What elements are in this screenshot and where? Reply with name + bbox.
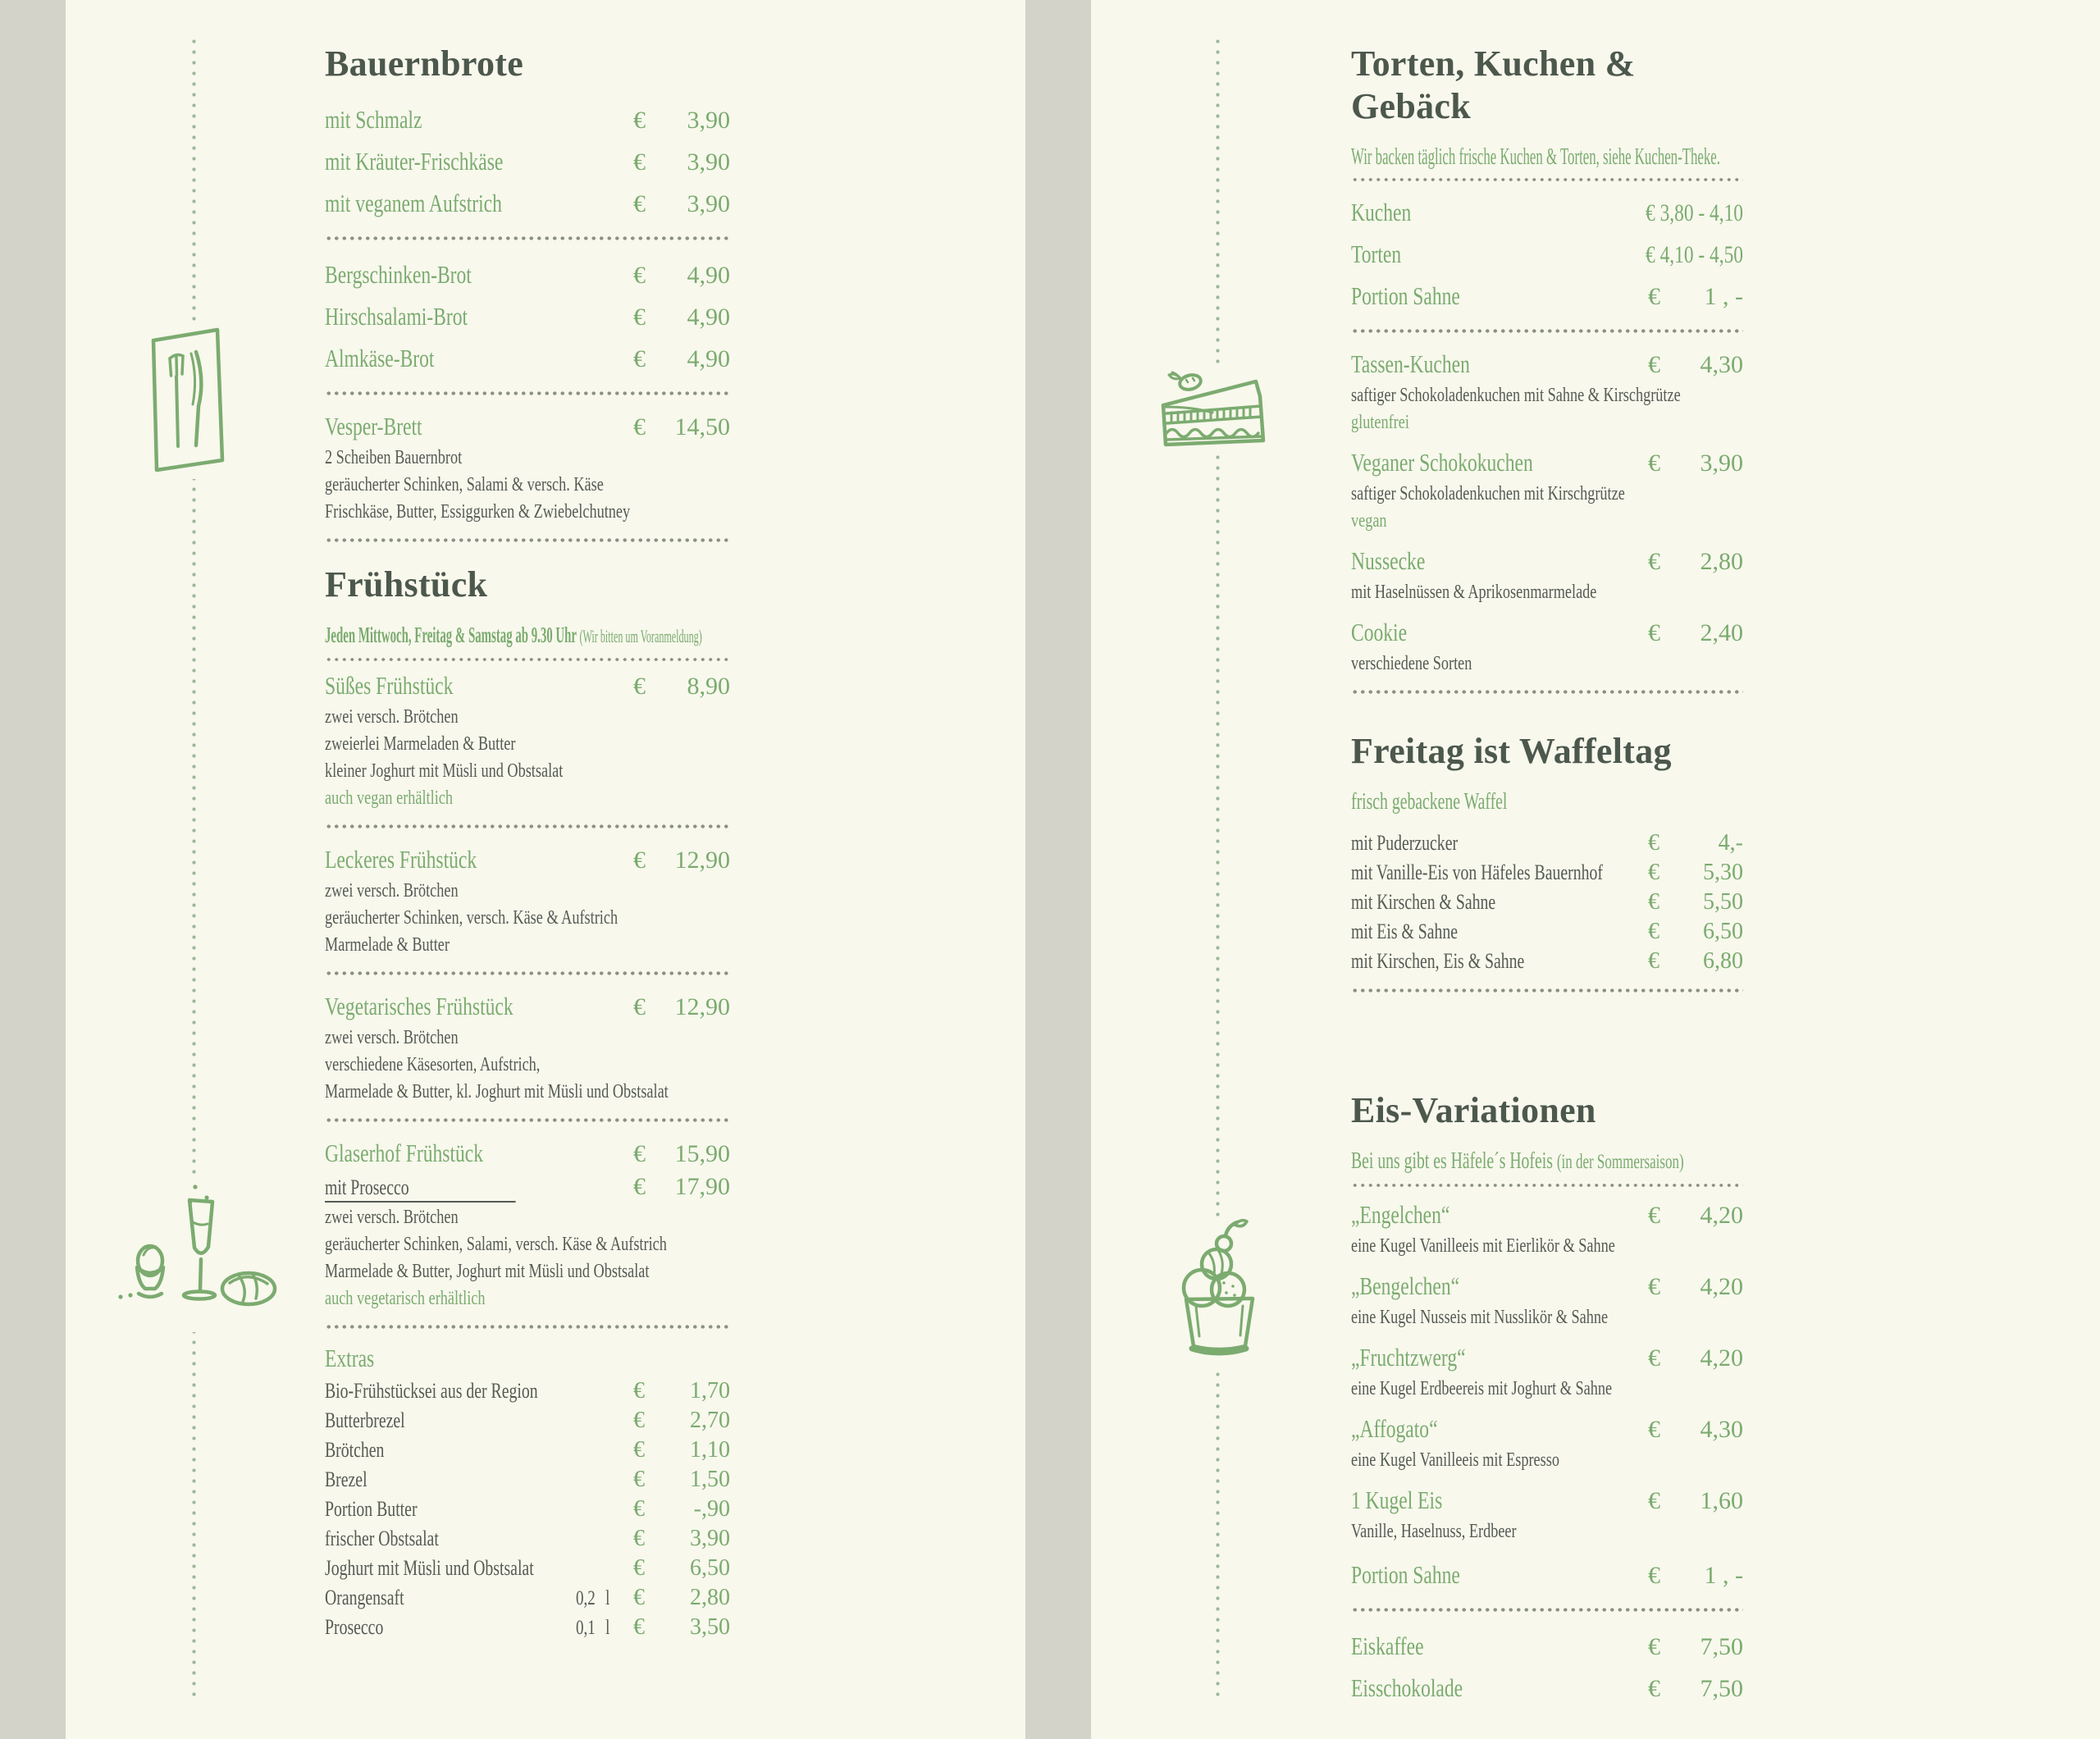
item-description: Marmelade & Butter: [325, 934, 450, 956]
menu-block: [325, 842, 730, 959]
item-price: 7,50: [1700, 1632, 1743, 1660]
menu-item: [325, 1406, 730, 1435]
menu-item-row: [325, 337, 730, 379]
menu-block: [325, 409, 730, 526]
item-name: Prosecco: [325, 1615, 384, 1639]
item-description: eine Kugel Vanilleeis mit Eierlikör & Sahne: [1351, 1235, 1615, 1257]
menu-item-row: [325, 1171, 730, 1204]
menu-item-row: [325, 295, 730, 337]
menu-item-row: [325, 140, 730, 182]
ice-cream-icon: [1176, 1216, 1264, 1369]
menu-item: [1351, 543, 1743, 606]
menu-item-row: [1351, 1411, 1743, 1447]
menu-item: [325, 337, 730, 379]
section-heading: Frühstück: [325, 564, 488, 605]
menu-item-row: [1351, 543, 1743, 579]
menu-item-row: [1351, 917, 1743, 947]
item-name: Portion Sahne: [1351, 281, 1460, 310]
item-name: Orangensaft: [325, 1586, 404, 1609]
item-name: „Fruchtzwerg“: [1351, 1343, 1466, 1372]
section-heading: Eis-Variationen: [1351, 1090, 1596, 1130]
item-diet-tag: auch vegetarisch erhältlich: [325, 1288, 486, 1309]
menu-item-row: [1351, 888, 1743, 917]
menu-item-row: [1351, 858, 1743, 888]
currency-symbol: €: [1648, 1202, 1660, 1229]
currency-symbol: €: [633, 673, 646, 700]
item-description: Marmelade & Butter, kl. Joghurt mit Müsli und Obstsalat: [325, 1081, 669, 1102]
currency-symbol: €: [633, 1526, 645, 1551]
section-fruehstueck: [325, 564, 730, 1642]
item-name: Portion Butter: [325, 1497, 418, 1521]
item-price: 17,90: [674, 1173, 730, 1200]
menu-item-row: [1351, 445, 1743, 481]
item-description: zwei versch. Brötchen: [325, 1207, 459, 1228]
item-description: 2 Scheiben Bauernbrot: [325, 447, 463, 468]
right-dotted-rule: [1216, 36, 1220, 1701]
currency-symbol: €: [633, 993, 646, 1020]
menu-item: [325, 1376, 730, 1406]
section-torten: [1351, 43, 1743, 694]
menu-block: [325, 1342, 730, 1642]
item-description: zwei versch. Brötchen: [325, 706, 459, 728]
menu-item: [1351, 1625, 1743, 1667]
item-description: Frischkäse, Butter, Essiggurken & Zwiebelchutney: [325, 501, 631, 523]
dotted-separator: [325, 824, 730, 828]
menu-block: [325, 1135, 730, 1312]
item-name: Eisschokolade: [1351, 1673, 1463, 1702]
currency-symbol: €: [633, 1467, 645, 1492]
item-name: mit Eis & Sahne: [1351, 920, 1459, 943]
item-quantity: 0,1 l: [576, 1617, 610, 1639]
subtitle-main: Bei uns gibt es Häfele´s Hofeis: [1351, 1148, 1553, 1174]
breakfast-icon: [113, 1180, 281, 1332]
section-subtitle: [1351, 1145, 1743, 1187]
item-name: Bergschinken-Brot: [325, 259, 472, 289]
item-price: 4,30: [1700, 351, 1743, 378]
menu-item: [1351, 346, 1743, 436]
menu-item: [1351, 1411, 1743, 1474]
menu-item-row: [325, 253, 730, 295]
menu-item: [325, 253, 730, 295]
currency-symbol: €: [633, 189, 646, 217]
section-note: [325, 619, 730, 661]
menu-block: [325, 988, 730, 1106]
menu-item: [1351, 1197, 1743, 1260]
item-description: saftiger Schokoladenkuchen mit Sahne & Kirschgrütze: [1351, 385, 1681, 406]
item-price-range: € 3,80 - 4,10: [1646, 199, 1743, 226]
menu-item-row: [1351, 191, 1743, 233]
currency-symbol: €: [633, 847, 646, 874]
item-name: Süßes Frühstück: [325, 671, 454, 700]
item-name: Hirschsalami-Brot: [325, 301, 468, 331]
item-name: mit Prosecco: [325, 1175, 516, 1203]
item-name: Torten: [1351, 239, 1402, 268]
item-name: mit veganem Aufstrich: [325, 188, 502, 217]
currency-symbol: €: [1648, 889, 1659, 915]
dotted-separator: [325, 1325, 730, 1329]
item-price: 3,90: [687, 106, 730, 134]
item-description: zwei versch. Brötchen: [325, 880, 459, 901]
item-description: geräucherter Schinken, Salami & versch. Käse: [325, 474, 604, 495]
menu-item-row: [1351, 346, 1743, 382]
currency-symbol: €: [633, 1496, 645, 1522]
item-price: 1,50: [690, 1467, 730, 1492]
item-name: 1 Kugel Eis: [1351, 1486, 1443, 1514]
item-name: Brötchen: [325, 1438, 385, 1462]
item-name: „Affogato“: [1351, 1414, 1438, 1443]
currency-symbol: €: [1648, 1344, 1660, 1372]
item-name: Glaserhof Frühstück: [325, 1139, 484, 1167]
item-name: Tassen-Kuchen: [1351, 349, 1470, 378]
currency-symbol: €: [1648, 450, 1660, 477]
item-name: Bio-Frühstücksei aus der Region: [325, 1379, 538, 1403]
currency-symbol: €: [1648, 619, 1660, 646]
item-price: 2,40: [1700, 619, 1743, 646]
right-page-column: [1351, 43, 1743, 1709]
menu-item: [325, 1583, 730, 1613]
currency-symbol: €: [1648, 830, 1659, 856]
menu-item-row: [1351, 1340, 1743, 1376]
item-description: Marmelade & Butter, Joghurt mit Müsli und Obstsalat: [325, 1261, 650, 1282]
item-price: -,90: [693, 1496, 730, 1522]
menu-item: [1351, 828, 1743, 858]
item-name: mit Vanille-Eis von Häfeles Bauernhof: [1351, 860, 1603, 884]
menu-item-row: [1351, 1268, 1743, 1304]
item-name: Almkäse-Brot: [325, 343, 435, 372]
menu-item-row: [325, 1524, 730, 1554]
menu-item-row: [325, 182, 730, 224]
item-diet-tag: glutenfrei: [1351, 412, 1409, 433]
item-price: 1,10: [690, 1437, 730, 1463]
note-strong: Jeden Mittwoch, Freitag & Samstag ab 9.30 Uhr: [325, 623, 577, 647]
item-name: Vegetarisches Frühstück: [325, 992, 514, 1020]
item-description: verschiedene Sorten: [1351, 653, 1472, 674]
menu-item: [325, 842, 730, 959]
item-price: 3,90: [690, 1526, 730, 1551]
currency-symbol: €: [1648, 548, 1660, 575]
item-name: Cookie: [1351, 618, 1408, 646]
dotted-separator: [1351, 329, 1743, 333]
dotted-separator: [325, 971, 730, 975]
item-price: 6,50: [690, 1555, 730, 1581]
item-name: mit Schmalz: [325, 104, 422, 134]
item-price: 3,90: [1700, 450, 1743, 477]
item-quantity: 0,2 l: [576, 1587, 610, 1609]
item-description: eine Kugel Nusseis mit Nusslikör & Sahne: [1351, 1307, 1609, 1328]
currency-symbol: €: [633, 1173, 646, 1200]
item-price: 4,90: [687, 303, 730, 331]
menu-item-row: [325, 1613, 730, 1642]
cake-slice-icon: [1157, 369, 1281, 453]
section-subtitle: [1351, 786, 1743, 817]
dotted-separator: [1351, 690, 1743, 694]
item-name: Vesper-Brett: [325, 412, 422, 440]
left-gutter: [0, 0, 66, 1739]
left-page-column: [325, 43, 730, 1642]
item-name: Nussecke: [1351, 546, 1426, 575]
menu-item-row: [325, 1135, 730, 1171]
menu-item: [325, 1495, 730, 1524]
menu-item-row: [1351, 1554, 1743, 1595]
menu-item: [1351, 917, 1743, 947]
menu-item: [325, 98, 730, 140]
currency-symbol: €: [633, 1140, 646, 1167]
menu-item: [1351, 1268, 1743, 1331]
item-price: 4,20: [1700, 1273, 1743, 1300]
currency-symbol: €: [633, 1408, 645, 1433]
menu-item-row: [325, 1376, 730, 1406]
item-price: 3,90: [687, 148, 730, 176]
currency-symbol: €: [633, 303, 646, 331]
item-description: kleiner Joghurt mit Müsli und Obstsalat: [325, 760, 564, 782]
menu-item: [325, 409, 730, 526]
menu-item-row: [325, 98, 730, 140]
currency-symbol: €: [1648, 948, 1659, 974]
item-price: 3,90: [687, 189, 730, 217]
menu-item-row: [1351, 947, 1743, 976]
section-waffeltag: [1351, 730, 1743, 993]
subtitle-main: Wir backen täglich frische Kuchen & Torten, siehe Kuchen-Theke.: [1351, 144, 1720, 170]
item-price: 12,90: [674, 847, 730, 874]
currency-symbol: €: [633, 1378, 645, 1404]
block-label: Extras: [325, 1344, 375, 1372]
menu-item: [325, 295, 730, 337]
item-price: 12,90: [674, 993, 730, 1020]
menu-item-row: [325, 668, 730, 704]
item-price: 8,90: [687, 673, 730, 700]
item-price: 2,70: [690, 1408, 730, 1433]
item-name: frischer Obstsalat: [325, 1527, 439, 1550]
menu-item: [1351, 275, 1743, 317]
section-bauernbrote: [325, 43, 730, 542]
menu-item: [325, 1613, 730, 1642]
item-price: 15,90: [674, 1140, 730, 1167]
currency-symbol: €: [633, 1437, 645, 1463]
dotted-separator: [325, 236, 730, 240]
item-price: 1 , -: [1704, 1561, 1743, 1589]
item-price: 4,20: [1700, 1344, 1743, 1372]
menu-item: [1351, 947, 1743, 976]
item-name: mit Kirschen, Eis & Sahne: [1351, 949, 1525, 973]
menu-item-row: [1351, 614, 1743, 650]
item-price: 14,50: [674, 413, 730, 440]
currency-symbol: €: [1648, 860, 1659, 885]
item-name: Joghurt mit Müsli und Obstsalat: [325, 1556, 534, 1580]
menu-item: [1351, 888, 1743, 917]
item-price: 4,90: [687, 345, 730, 372]
item-price: 2,80: [1700, 548, 1743, 575]
item-name: mit Puderzucker: [1351, 831, 1459, 855]
note-text: [325, 619, 702, 652]
menu-item: [1351, 614, 1743, 678]
currency-symbol: €: [1648, 1561, 1660, 1589]
currency-symbol: €: [633, 106, 646, 134]
menu-block: [1351, 1625, 1743, 1709]
menu-item-row: [1351, 828, 1743, 858]
item-name: Kuchen: [1351, 197, 1412, 226]
menu-item-row: [325, 1406, 730, 1435]
item-price: 6,50: [1703, 919, 1743, 944]
item-description: mit Haselnüssen & Aprikosenmarmelade: [1351, 582, 1597, 603]
section-subtitle: [1351, 141, 1743, 181]
center-page-gutter: [1025, 0, 1091, 1739]
dotted-separator: [325, 538, 730, 542]
section-heading: Bauernbrote: [325, 43, 524, 84]
currency-symbol: €: [633, 1585, 645, 1610]
subtitle-text: [1351, 786, 1507, 817]
item-description: verschiedene Käsesorten, Aufstrich,: [325, 1054, 541, 1075]
menu-item: [325, 1435, 730, 1465]
item-name: Veganer Schokokuchen: [1351, 448, 1533, 477]
item-price-range: € 4,10 - 4,50: [1646, 240, 1743, 268]
item-name: Brezel: [325, 1467, 368, 1491]
menu-item: [325, 1465, 730, 1495]
menu-item: [1351, 445, 1743, 535]
menu-block: [1351, 346, 1743, 678]
currency-symbol: €: [633, 345, 646, 372]
menu-item-row: [325, 1583, 730, 1613]
currency-symbol: €: [1648, 282, 1660, 310]
item-name: Portion Sahne: [1351, 1559, 1460, 1589]
currency-symbol: €: [1648, 351, 1660, 378]
item-price: 1,70: [690, 1378, 730, 1404]
menu-block: [1351, 828, 1743, 976]
item-name: Eiskaffee: [1351, 1631, 1424, 1660]
menu-item-row: [1351, 1667, 1743, 1709]
currency-symbol: €: [1648, 1487, 1660, 1514]
item-price: 7,50: [1700, 1674, 1743, 1702]
item-name: mit Kirschen & Sahne: [1351, 890, 1496, 914]
menu-item: [1351, 1554, 1743, 1595]
menu-item-row: [325, 842, 730, 878]
item-description: saftiger Schokoladenkuchen mit Kirschgrütze: [1351, 483, 1625, 504]
subtitle-text: [1351, 141, 1720, 172]
item-price: 4,90: [687, 261, 730, 289]
item-price: 5,30: [1703, 860, 1743, 885]
currency-symbol: €: [1648, 1632, 1660, 1660]
section-eis: [1351, 1089, 1743, 1709]
dotted-separator: [325, 391, 730, 395]
item-description: Vanille, Haselnuss, Erdbeer: [1351, 1521, 1517, 1542]
currency-symbol: €: [633, 1614, 645, 1640]
menu-item: [1351, 233, 1743, 275]
menu-item-row: [325, 409, 730, 445]
item-name: Leckeres Frühstück: [325, 845, 477, 874]
item-description: zwei versch. Brötchen: [325, 1027, 459, 1048]
menu-block: [1351, 1197, 1743, 1595]
section-heading: Torten, Kuchen & Gebäck: [1351, 43, 1636, 126]
menu-block: [1351, 191, 1743, 317]
menu-item: [1351, 191, 1743, 233]
subtitle-light: (in der Sommersaison): [1556, 1151, 1684, 1173]
menu-item: [325, 1135, 730, 1312]
currency-symbol: €: [633, 261, 646, 289]
item-price: 3,50: [690, 1614, 730, 1640]
menu-block: [325, 668, 730, 812]
item-price: 1 , -: [1704, 282, 1743, 310]
currency-symbol: €: [1648, 1674, 1660, 1702]
item-price: 4,-: [1718, 830, 1743, 856]
menu-item: [1351, 1482, 1743, 1545]
item-price: 5,50: [1703, 889, 1743, 915]
item-price: 4,30: [1700, 1416, 1743, 1443]
item-name: „Bengelchen“: [1351, 1271, 1460, 1300]
menu-item: [325, 1554, 730, 1583]
menu-item-row: [1351, 1197, 1743, 1233]
menu-item-row: [325, 988, 730, 1025]
menu-item-row: [1351, 233, 1743, 275]
left-dotted-rule: [192, 36, 196, 1701]
currency-symbol: €: [633, 413, 646, 440]
menu-item: [325, 1524, 730, 1554]
currency-symbol: €: [633, 148, 646, 176]
currency-symbol: €: [1648, 1273, 1660, 1300]
currency-symbol: €: [633, 1555, 645, 1581]
item-price: 6,80: [1703, 948, 1743, 974]
menu-item-row: [1351, 1482, 1743, 1518]
item-diet-tag: vegan: [1351, 510, 1387, 532]
item-name: „Engelchen“: [1351, 1200, 1450, 1229]
menu-item-row: [325, 1554, 730, 1583]
item-description: geräucherter Schinken, Salami, versch. Käse & Aufstrich: [325, 1234, 667, 1255]
dotted-separator: [325, 1118, 730, 1122]
item-description: eine Kugel Vanilleeis mit Espresso: [1351, 1449, 1559, 1471]
menu-block: [325, 98, 730, 224]
section-heading: Freitag ist Waffeltag: [1351, 731, 1672, 771]
menu-item-row: [1351, 275, 1743, 317]
menu-block: [325, 253, 730, 379]
menu-item-row: [325, 1465, 730, 1495]
menu-item: [325, 182, 730, 224]
currency-symbol: €: [1648, 1416, 1660, 1443]
menu-item: [1351, 1667, 1743, 1709]
item-description: zweierlei Marmeladen & Butter: [325, 733, 516, 755]
cutlery-icon: [144, 322, 228, 479]
item-diet-tag: auch vegan erhältlich: [325, 787, 453, 809]
item-name: Butterbrezel: [325, 1408, 405, 1432]
note-light: (Wir bitten um Voranmeldung): [579, 626, 702, 646]
menu-item: [325, 668, 730, 812]
menu-item: [325, 988, 730, 1106]
item-price: 4,20: [1700, 1202, 1743, 1229]
item-price: 2,80: [690, 1585, 730, 1610]
subtitle-main: frisch gebackene Waffel: [1351, 788, 1508, 815]
currency-symbol: €: [1648, 919, 1659, 944]
menu-item: [1351, 858, 1743, 888]
dotted-separator: [1351, 988, 1743, 993]
menu-item-row: [325, 1495, 730, 1524]
dotted-separator: [1351, 1608, 1743, 1612]
menu-item: [325, 140, 730, 182]
menu-item-row: [1351, 1625, 1743, 1667]
menu-item-row: [325, 1435, 730, 1465]
item-name: mit Kräuter-Frischkäse: [325, 146, 504, 176]
item-description: geräucherter Schinken, versch. Käse & Aufstrich: [325, 907, 619, 929]
subtitle-text: [1351, 1145, 1684, 1178]
item-price: 1,60: [1700, 1487, 1743, 1514]
menu-item: [1351, 1340, 1743, 1403]
item-description: eine Kugel Erdbeereis mit Joghurt & Sahne: [1351, 1378, 1613, 1399]
